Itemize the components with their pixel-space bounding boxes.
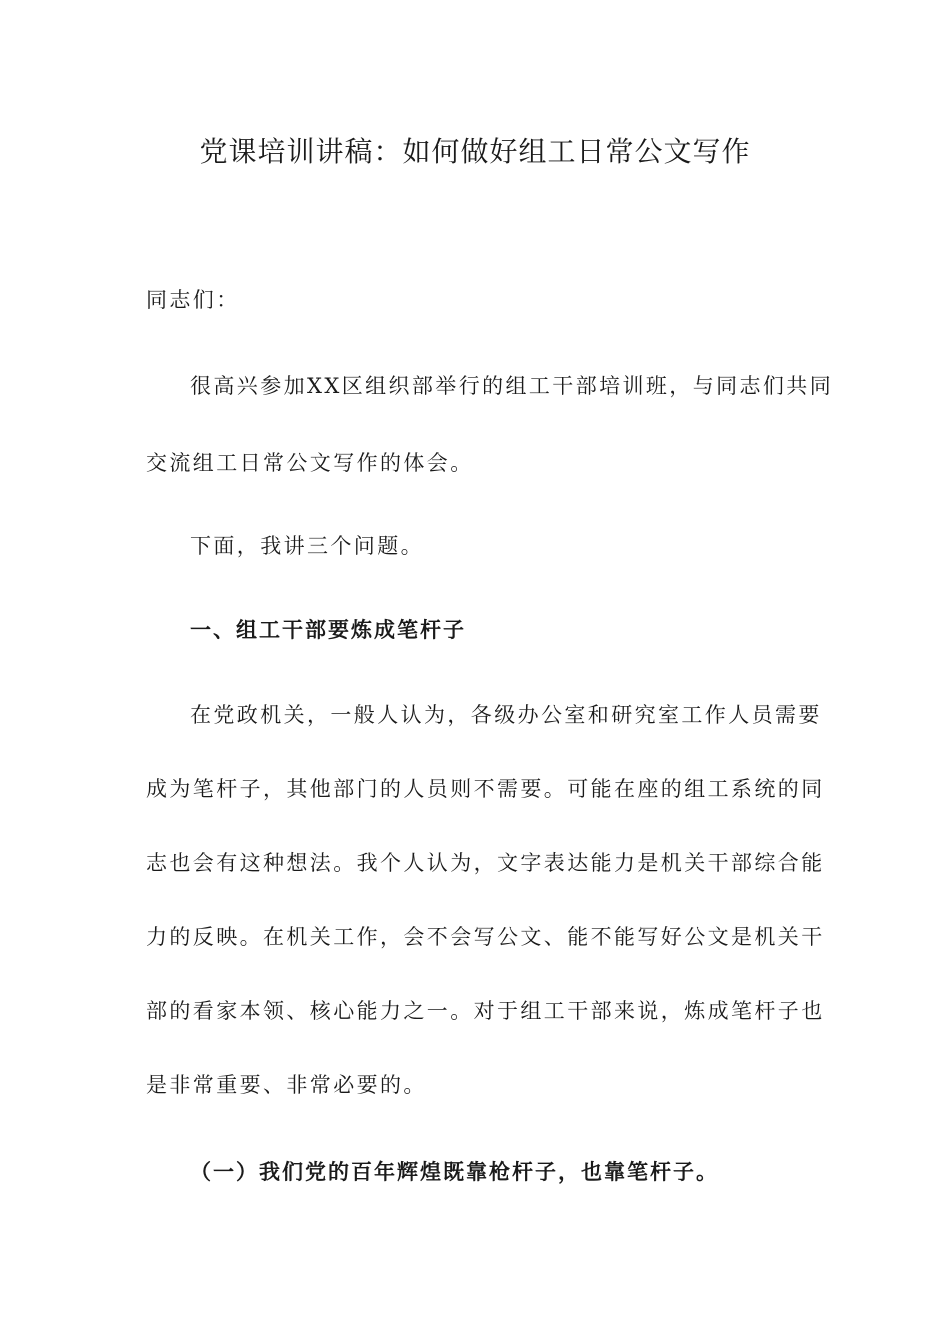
body-paragraph-line: 成为笔杆子，其他部门的人员则不需要。可能在座的组工系统的同 [146, 777, 825, 801]
document-title: 党课培训讲稿：如何做好组工日常公文写作 [199, 135, 751, 168]
transition-paragraph: 下面，我讲三个问题。 [190, 534, 424, 558]
intro-paragraph-line: 交流组工日常公文写作的体会。 [146, 451, 474, 475]
body-paragraph-line: 志也会有这种想法。我个人认为，文字表达能力是机关干部综合能 [146, 851, 825, 875]
body-paragraph-line: 是非常重要、非常必要的。 [146, 1073, 427, 1097]
body-paragraph-line: 在党政机关，一般人认为，各级办公室和研究室工作人员需要 [190, 703, 822, 727]
subsection-heading: （一）我们党的百年辉煌既靠枪杆子，也靠笔杆子。 [190, 1160, 719, 1184]
body-paragraph-line: 部的看家本领、核心能力之一。对于组工干部来说，炼成笔杆子也 [146, 999, 825, 1023]
section-heading: 一、组工干部要炼成笔杆子 [190, 618, 466, 642]
salutation: 同志们： [146, 288, 240, 312]
intro-paragraph-line: 很高兴参加XX区组织部举行的组工干部培训班，与同志们共同 [190, 374, 834, 398]
body-paragraph-line: 力的反映。在机关工作，会不会写公文、能不能写好公文是机关干 [146, 925, 825, 949]
